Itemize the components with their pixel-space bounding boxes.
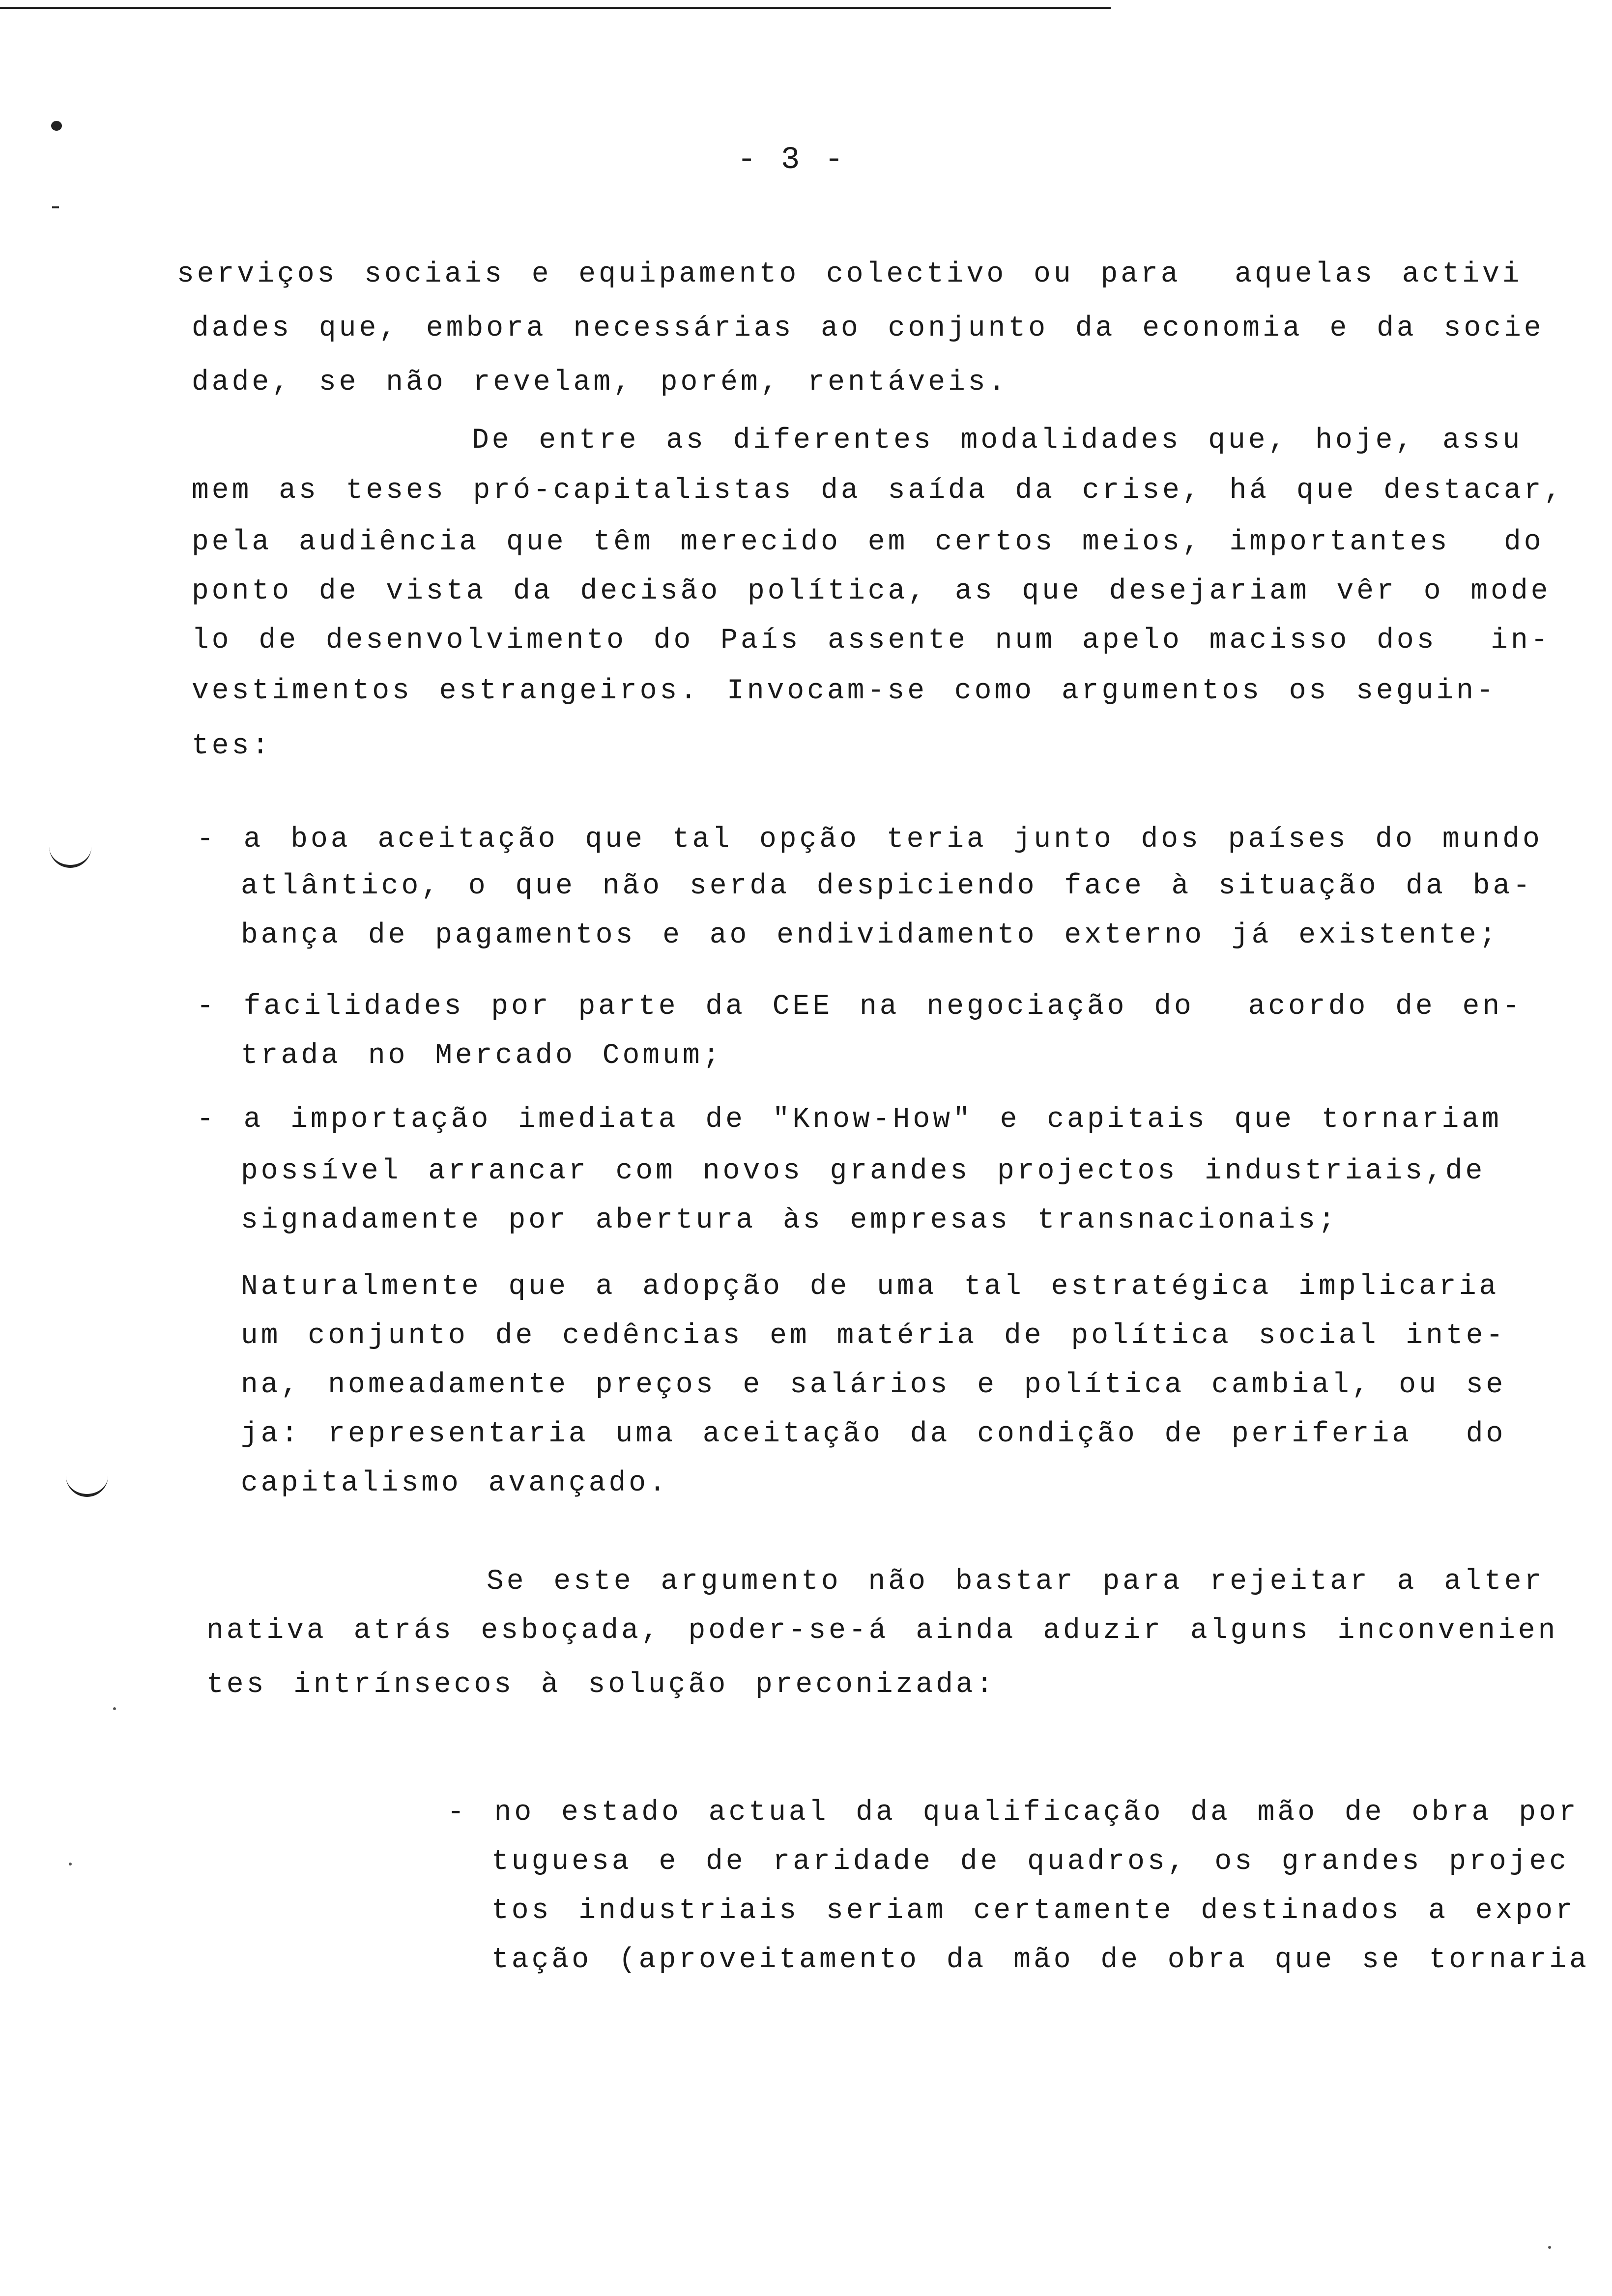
top-rule — [0, 7, 1111, 9]
body-line: tes: — [192, 730, 272, 762]
list-item-line: bança de pagamentos e ao endividamento externo já existente; — [241, 919, 1499, 951]
body-line: Naturalmente que a adopção de uma tal estratégica implicaria — [241, 1271, 1499, 1303]
margin-speck — [113, 1707, 116, 1710]
list-item-line: - no estado actual da qualificação da mão de obra por — [447, 1797, 1579, 1829]
list-item-line: tos industriais seriam certamente destinados a expor — [491, 1895, 1576, 1927]
body-line: Se este argumento não bastar para rejeitar a alter — [487, 1566, 1545, 1598]
margin-curve-mark — [66, 1474, 108, 1497]
body-line: dades que, embora necessárias ao conjunto da economia e da socie — [192, 313, 1544, 344]
body-line: lo de desenvolvimento do País assente num apelo macisso dos in- — [192, 625, 1551, 657]
list-item-line: trada no Mercado Comum; — [241, 1040, 723, 1072]
list-item-line: - facilidades por parte da CEE na negociação do acordo de en- — [197, 991, 1523, 1023]
body-line: na, nomeadamente preços e salários e política cambial, ou se — [241, 1369, 1506, 1401]
list-item-line: possível arrancar com novos grandes projectos industriais,de — [241, 1155, 1486, 1187]
margin-speck — [1548, 2246, 1551, 2249]
list-item-line: - a boa aceitação que tal opção teria junto dos países do mundo — [197, 824, 1543, 856]
page-number: - 3 - — [737, 143, 847, 178]
body-line: nativa atrás esboçada, poder-se-á ainda aduzir alguns inconvenien — [206, 1615, 1558, 1647]
body-line: tes intrínsecos à solução preconizada: — [206, 1669, 996, 1701]
body-line: serviços sociais e equipamento colectivo ou para aquelas activi — [177, 258, 1523, 290]
body-line: mem as teses pró-capitalistas da saída da crise, há que destacar, — [192, 475, 1564, 507]
list-item-line: signadamente por abertura às empresas transnacionais; — [241, 1205, 1338, 1236]
body-line: dade, se não revelam, porém, rentáveis. — [192, 367, 1008, 399]
body-line: pela audiência que têm merecido em certos meios, importantes do — [192, 526, 1544, 558]
margin-curve-mark — [49, 845, 91, 868]
body-line: ja: representaria uma aceitação da condição de periferia do — [241, 1418, 1506, 1450]
list-item-line: tação (aproveitamento da mão de obra que se tornaria — [491, 1944, 1589, 1976]
list-item-line: tuguesa e de raridade de quadros, os grandes projec — [491, 1846, 1570, 1878]
margin-tick-mark — [52, 206, 59, 219]
list-item-line: - a importação imediata de "Know-How" e capitais que tornariam — [197, 1104, 1502, 1136]
list-item-line: atlântico, o que não serda despiciendo face à situação da ba- — [241, 870, 1533, 902]
body-line: ponto de vista da decisão política, as que desejariam vêr o mode — [192, 575, 1551, 607]
body-line: capitalismo avançado. — [241, 1467, 669, 1499]
body-line: vestimentos estrangeiros. Invocam-se como argumentos os seguin- — [192, 675, 1497, 707]
margin-speck — [69, 1863, 72, 1866]
body-line: De entre as diferentes modalidades que, hoje, assu — [472, 425, 1523, 457]
body-line: um conjunto de cedências em matéria de política social inte- — [241, 1320, 1506, 1352]
margin-dot-mark — [51, 121, 62, 131]
